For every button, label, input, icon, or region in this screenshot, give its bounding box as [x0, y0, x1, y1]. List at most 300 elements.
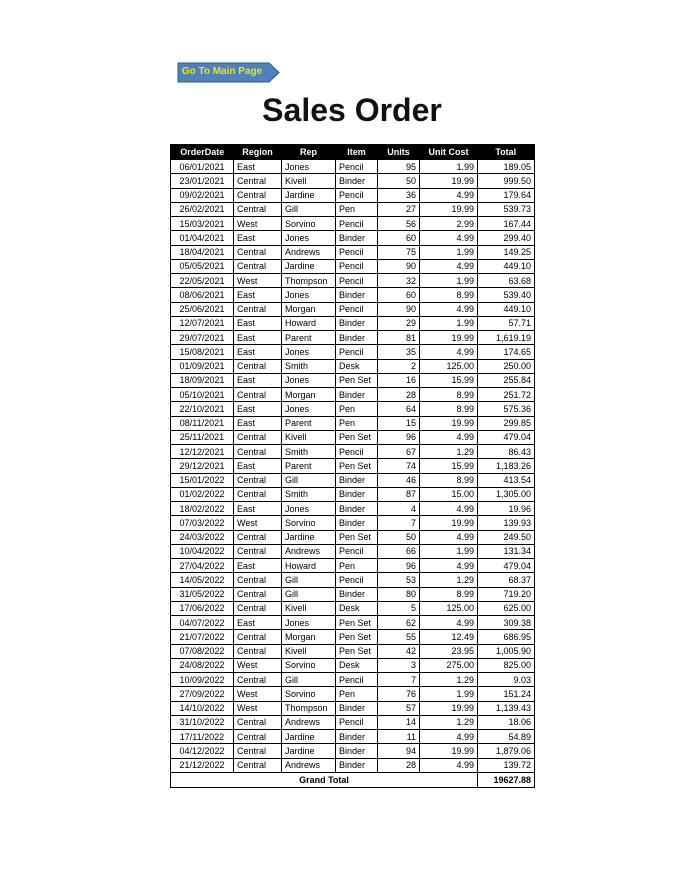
cell-rep: Gill [282, 573, 336, 587]
cell-rep: Jardine [282, 530, 336, 544]
cell-rep: Andrews [282, 758, 336, 772]
cell-region: Central [234, 259, 282, 273]
cell-unit-cost: 1.29 [420, 673, 478, 687]
table-row [171, 402, 535, 416]
cell-region: East [234, 373, 282, 387]
table-row [171, 601, 535, 615]
cell-total: 54.89 [478, 730, 535, 744]
cell-total: 309.38 [478, 616, 535, 630]
col-header-rep: Rep [282, 145, 336, 160]
cell-region: Central [234, 587, 282, 601]
cell-unit-cost: 23.95 [420, 644, 478, 658]
table-row [171, 730, 535, 744]
table-row [171, 160, 535, 174]
cell-region: Central [234, 715, 282, 729]
cell-unit-cost: 12.49 [420, 630, 478, 644]
cell-orderdate: 14/10/2022 [171, 701, 234, 715]
cell-total: 686.95 [478, 630, 535, 644]
cell-region: Central [234, 302, 282, 316]
cell-item: Pencil [336, 160, 378, 174]
cell-units: 28 [378, 388, 420, 402]
cell-region: West [234, 274, 282, 288]
cell-region: Central [234, 245, 282, 259]
cell-units: 2 [378, 359, 420, 373]
table-row [171, 715, 535, 729]
cell-unit-cost: 1.99 [420, 316, 478, 330]
cell-total: 255.84 [478, 373, 535, 387]
cell-unit-cost: 8.99 [420, 473, 478, 487]
cell-region: Central [234, 388, 282, 402]
cell-item: Binder [336, 231, 378, 245]
cell-units: 55 [378, 630, 420, 644]
table-row [171, 274, 535, 288]
cell-item: Pencil [336, 259, 378, 273]
cell-orderdate: 17/11/2022 [171, 730, 234, 744]
cell-item: Binder [336, 587, 378, 601]
cell-units: 46 [378, 473, 420, 487]
cell-units: 95 [378, 160, 420, 174]
table-header-row [171, 145, 535, 160]
cell-item: Pen [336, 559, 378, 573]
cell-total: 68.37 [478, 573, 535, 587]
cell-orderdate: 22/10/2021 [171, 402, 234, 416]
table-row [171, 345, 535, 359]
cell-units: 90 [378, 302, 420, 316]
cell-total: 251.72 [478, 388, 535, 402]
table-row [171, 673, 535, 687]
table-row [171, 217, 535, 231]
cell-total: 9.03 [478, 673, 535, 687]
cell-unit-cost: 125.00 [420, 601, 478, 615]
cell-unit-cost: 4.99 [420, 430, 478, 444]
cell-units: 14 [378, 715, 420, 729]
cell-region: Central [234, 445, 282, 459]
cell-total: 1,005.90 [478, 644, 535, 658]
cell-item: Binder [336, 174, 378, 188]
cell-region: East [234, 345, 282, 359]
cell-region: Central [234, 730, 282, 744]
cell-rep: Jones [282, 288, 336, 302]
cell-region: Central [234, 174, 282, 188]
cell-unit-cost: 4.99 [420, 345, 478, 359]
cell-orderdate: 10/09/2022 [171, 673, 234, 687]
table-row [171, 316, 535, 330]
cell-orderdate: 31/05/2022 [171, 587, 234, 601]
cell-rep: Jardine [282, 744, 336, 758]
cell-region: Central [234, 758, 282, 772]
table-row [171, 559, 535, 573]
cell-total: 174.65 [478, 345, 535, 359]
grand-total-label: Grand Total [171, 772, 478, 787]
col-header-unit-cost: Unit Cost [420, 145, 478, 160]
cell-item: Pen Set [336, 373, 378, 387]
table-row [171, 259, 535, 273]
cell-region: East [234, 559, 282, 573]
cell-units: 50 [378, 174, 420, 188]
table-row [171, 188, 535, 202]
cell-region: West [234, 217, 282, 231]
cell-item: Pen Set [336, 630, 378, 644]
cell-unit-cost: 4.99 [420, 730, 478, 744]
table-row [171, 331, 535, 345]
table-row [171, 758, 535, 772]
cell-unit-cost: 19.99 [420, 516, 478, 530]
cell-total: 86.43 [478, 445, 535, 459]
table-row [171, 416, 535, 430]
col-header-units: Units [378, 145, 420, 160]
cell-rep: Jones [282, 616, 336, 630]
cell-unit-cost: 4.99 [420, 188, 478, 202]
cell-rep: Jones [282, 160, 336, 174]
cell-orderdate: 12/07/2021 [171, 316, 234, 330]
cell-orderdate: 08/06/2021 [171, 288, 234, 302]
cell-unit-cost: 8.99 [420, 587, 478, 601]
cell-rep: Gill [282, 473, 336, 487]
cell-total: 189.05 [478, 160, 535, 174]
cell-unit-cost: 8.99 [420, 388, 478, 402]
cell-units: 28 [378, 758, 420, 772]
cell-orderdate: 01/02/2022 [171, 487, 234, 501]
cell-total: 19.96 [478, 502, 535, 516]
cell-region: West [234, 516, 282, 530]
cell-item: Binder [336, 516, 378, 530]
cell-total: 250.00 [478, 359, 535, 373]
cell-rep: Gill [282, 587, 336, 601]
cell-total: 63.68 [478, 274, 535, 288]
cell-rep: Jones [282, 373, 336, 387]
cell-region: Central [234, 530, 282, 544]
cell-orderdate: 04/07/2022 [171, 616, 234, 630]
cell-item: Pen Set [336, 616, 378, 630]
cell-total: 151.24 [478, 687, 535, 701]
cell-region: Central [234, 630, 282, 644]
cell-item: Pencil [336, 445, 378, 459]
cell-total: 1,879.06 [478, 744, 535, 758]
cell-orderdate: 12/12/2021 [171, 445, 234, 459]
cell-orderdate: 27/09/2022 [171, 687, 234, 701]
cell-total: 719.20 [478, 587, 535, 601]
cell-units: 57 [378, 701, 420, 715]
cell-item: Pen [336, 202, 378, 216]
cell-total: 825.00 [478, 658, 535, 672]
cell-item: Desk [336, 359, 378, 373]
cell-unit-cost: 4.99 [420, 502, 478, 516]
cell-item: Binder [336, 316, 378, 330]
cell-rep: Smith [282, 359, 336, 373]
cell-region: Central [234, 202, 282, 216]
cell-item: Binder [336, 288, 378, 302]
cell-units: 75 [378, 245, 420, 259]
cell-units: 80 [378, 587, 420, 601]
cell-unit-cost: 1.99 [420, 274, 478, 288]
table-row [171, 544, 535, 558]
cell-units: 50 [378, 530, 420, 544]
table-row [171, 388, 535, 402]
cell-rep: Morgan [282, 630, 336, 644]
cell-rep: Kivell [282, 430, 336, 444]
table-row [171, 701, 535, 715]
cell-orderdate: 06/01/2021 [171, 160, 234, 174]
table-row [171, 359, 535, 373]
cell-total: 539.73 [478, 202, 535, 216]
cell-rep: Sorvino [282, 217, 336, 231]
cell-region: East [234, 331, 282, 345]
cell-orderdate: 25/11/2021 [171, 430, 234, 444]
cell-unit-cost: 4.99 [420, 259, 478, 273]
cell-unit-cost: 1.29 [420, 715, 478, 729]
cell-orderdate: 22/05/2021 [171, 274, 234, 288]
cell-total: 449.10 [478, 302, 535, 316]
cell-total: 1,619.19 [478, 331, 535, 345]
cell-total: 479.04 [478, 559, 535, 573]
cell-units: 32 [378, 274, 420, 288]
cell-units: 94 [378, 744, 420, 758]
table-row [171, 644, 535, 658]
cell-rep: Jones [282, 502, 336, 516]
cell-orderdate: 07/03/2022 [171, 516, 234, 530]
cell-units: 74 [378, 459, 420, 473]
cell-rep: Howard [282, 316, 336, 330]
cell-rep: Jardine [282, 259, 336, 273]
page-title: Sales Order [262, 92, 442, 128]
cell-orderdate: 25/06/2021 [171, 302, 234, 316]
table-row [171, 459, 535, 473]
cell-region: Central [234, 644, 282, 658]
cell-units: 11 [378, 730, 420, 744]
cell-orderdate: 14/05/2022 [171, 573, 234, 587]
cell-units: 66 [378, 544, 420, 558]
cell-units: 4 [378, 502, 420, 516]
cell-total: 413.54 [478, 473, 535, 487]
table-row [171, 487, 535, 501]
cell-rep: Morgan [282, 388, 336, 402]
cell-units: 90 [378, 259, 420, 273]
cell-orderdate: 05/10/2021 [171, 388, 234, 402]
cell-units: 62 [378, 616, 420, 630]
cell-orderdate: 18/09/2021 [171, 373, 234, 387]
table-row [171, 473, 535, 487]
cell-region: East [234, 459, 282, 473]
table-body [171, 160, 535, 773]
cell-item: Pencil [336, 573, 378, 587]
cell-item: Pen Set [336, 430, 378, 444]
cell-unit-cost: 19.99 [420, 701, 478, 715]
cell-rep: Jones [282, 231, 336, 245]
cell-rep: Jones [282, 345, 336, 359]
cell-orderdate: 29/12/2021 [171, 459, 234, 473]
cell-unit-cost: 1.29 [420, 573, 478, 587]
cell-total: 625.00 [478, 601, 535, 615]
cell-region: Central [234, 188, 282, 202]
cell-total: 249.50 [478, 530, 535, 544]
table-row [171, 616, 535, 630]
cell-orderdate: 05/05/2021 [171, 259, 234, 273]
cell-orderdate: 18/02/2022 [171, 502, 234, 516]
cell-item: Binder [336, 473, 378, 487]
cell-unit-cost: 19.99 [420, 331, 478, 345]
cell-total: 299.40 [478, 231, 535, 245]
cell-rep: Kivell [282, 644, 336, 658]
cell-orderdate: 24/08/2022 [171, 658, 234, 672]
table-row [171, 587, 535, 601]
cell-unit-cost: 1.99 [420, 160, 478, 174]
cell-region: East [234, 402, 282, 416]
cell-unit-cost: 4.99 [420, 302, 478, 316]
sales-order-table [170, 144, 535, 788]
table-row [171, 573, 535, 587]
cell-rep: Parent [282, 331, 336, 345]
cell-rep: Morgan [282, 302, 336, 316]
cell-total: 999.50 [478, 174, 535, 188]
cell-total: 575.36 [478, 402, 535, 416]
cell-units: 5 [378, 601, 420, 615]
cell-region: East [234, 616, 282, 630]
cell-item: Desk [336, 601, 378, 615]
cell-orderdate: 31/10/2022 [171, 715, 234, 729]
cell-unit-cost: 15.00 [420, 487, 478, 501]
cell-units: 64 [378, 402, 420, 416]
cell-rep: Sorvino [282, 687, 336, 701]
cell-region: Central [234, 744, 282, 758]
cell-units: 36 [378, 188, 420, 202]
col-header-orderdate: OrderDate [171, 145, 234, 160]
cell-unit-cost: 15.99 [420, 459, 478, 473]
cell-units: 16 [378, 373, 420, 387]
cell-units: 7 [378, 516, 420, 530]
table-row [171, 174, 535, 188]
cell-total: 449.10 [478, 259, 535, 273]
col-header-total: Total [478, 145, 535, 160]
cell-region: West [234, 658, 282, 672]
cell-orderdate: 10/04/2022 [171, 544, 234, 558]
cell-item: Pen Set [336, 459, 378, 473]
table-row [171, 231, 535, 245]
cell-unit-cost: 15.99 [420, 373, 478, 387]
cell-rep: Parent [282, 416, 336, 430]
cell-total: 57.71 [478, 316, 535, 330]
table-row [171, 245, 535, 259]
go-to-main-page-button[interactable] [177, 62, 269, 82]
cell-units: 96 [378, 559, 420, 573]
cell-total: 149.25 [478, 245, 535, 259]
cell-rep: Smith [282, 445, 336, 459]
table-row [171, 373, 535, 387]
cell-total: 539.40 [478, 288, 535, 302]
table-row [171, 687, 535, 701]
cell-item: Pencil [336, 673, 378, 687]
cell-region: East [234, 160, 282, 174]
cell-rep: Jardine [282, 188, 336, 202]
cell-unit-cost: 4.99 [420, 616, 478, 630]
cell-orderdate: 09/02/2021 [171, 188, 234, 202]
cell-unit-cost: 19.99 [420, 202, 478, 216]
cell-unit-cost: 1.99 [420, 687, 478, 701]
cell-total: 1,183.26 [478, 459, 535, 473]
cell-item: Binder [336, 701, 378, 715]
cell-region: Central [234, 430, 282, 444]
table-row [171, 516, 535, 530]
table-row [171, 202, 535, 216]
cell-rep: Andrews [282, 715, 336, 729]
cell-unit-cost: 8.99 [420, 288, 478, 302]
cell-total: 299.85 [478, 416, 535, 430]
cell-orderdate: 23/01/2021 [171, 174, 234, 188]
cell-orderdate: 15/08/2021 [171, 345, 234, 359]
cell-total: 131.34 [478, 544, 535, 558]
cell-item: Desk [336, 658, 378, 672]
cell-region: West [234, 687, 282, 701]
table-row [171, 744, 535, 758]
cell-orderdate: 26/02/2021 [171, 202, 234, 216]
cell-units: 96 [378, 430, 420, 444]
cell-total: 167.44 [478, 217, 535, 231]
cell-orderdate: 17/06/2022 [171, 601, 234, 615]
cell-rep: Smith [282, 487, 336, 501]
cell-orderdate: 29/07/2021 [171, 331, 234, 345]
table-row [171, 630, 535, 644]
cell-unit-cost: 1.99 [420, 245, 478, 259]
cell-region: West [234, 701, 282, 715]
cell-region: Central [234, 673, 282, 687]
cell-units: 29 [378, 316, 420, 330]
cell-total: 18.06 [478, 715, 535, 729]
cell-rep: Sorvino [282, 658, 336, 672]
cell-rep: Jones [282, 402, 336, 416]
cell-item: Pencil [336, 217, 378, 231]
cell-orderdate: 01/04/2021 [171, 231, 234, 245]
cell-units: 15 [378, 416, 420, 430]
cell-unit-cost: 275.00 [420, 658, 478, 672]
cell-region: Central [234, 359, 282, 373]
cell-units: 67 [378, 445, 420, 459]
cell-region: Central [234, 487, 282, 501]
cell-item: Binder [336, 758, 378, 772]
cell-item: Pen Set [336, 644, 378, 658]
cell-rep: Andrews [282, 544, 336, 558]
cell-item: Pencil [336, 245, 378, 259]
cell-item: Binder [336, 502, 378, 516]
cell-rep: Kivell [282, 174, 336, 188]
cell-orderdate: 27/04/2022 [171, 559, 234, 573]
cell-units: 42 [378, 644, 420, 658]
cell-units: 35 [378, 345, 420, 359]
table-row [171, 445, 535, 459]
cell-units: 53 [378, 573, 420, 587]
cell-unit-cost: 125.00 [420, 359, 478, 373]
cell-units: 7 [378, 673, 420, 687]
cell-unit-cost: 4.99 [420, 530, 478, 544]
cell-units: 87 [378, 487, 420, 501]
cell-unit-cost: 19.99 [420, 744, 478, 758]
cell-units: 76 [378, 687, 420, 701]
cell-unit-cost: 2.99 [420, 217, 478, 231]
cell-item: Pencil [336, 715, 378, 729]
col-header-item: Item [336, 145, 378, 160]
cell-rep: Kivell [282, 601, 336, 615]
cell-unit-cost: 1.99 [420, 544, 478, 558]
cell-units: 3 [378, 658, 420, 672]
table-row [171, 658, 535, 672]
cell-unit-cost: 4.99 [420, 758, 478, 772]
cell-rep: Howard [282, 559, 336, 573]
cell-rep: Parent [282, 459, 336, 473]
cell-total: 139.93 [478, 516, 535, 530]
cell-item: Pencil [336, 188, 378, 202]
cell-unit-cost: 1.29 [420, 445, 478, 459]
grand-total-value: 19627.88 [478, 772, 535, 787]
cell-region: East [234, 288, 282, 302]
cell-region: East [234, 316, 282, 330]
